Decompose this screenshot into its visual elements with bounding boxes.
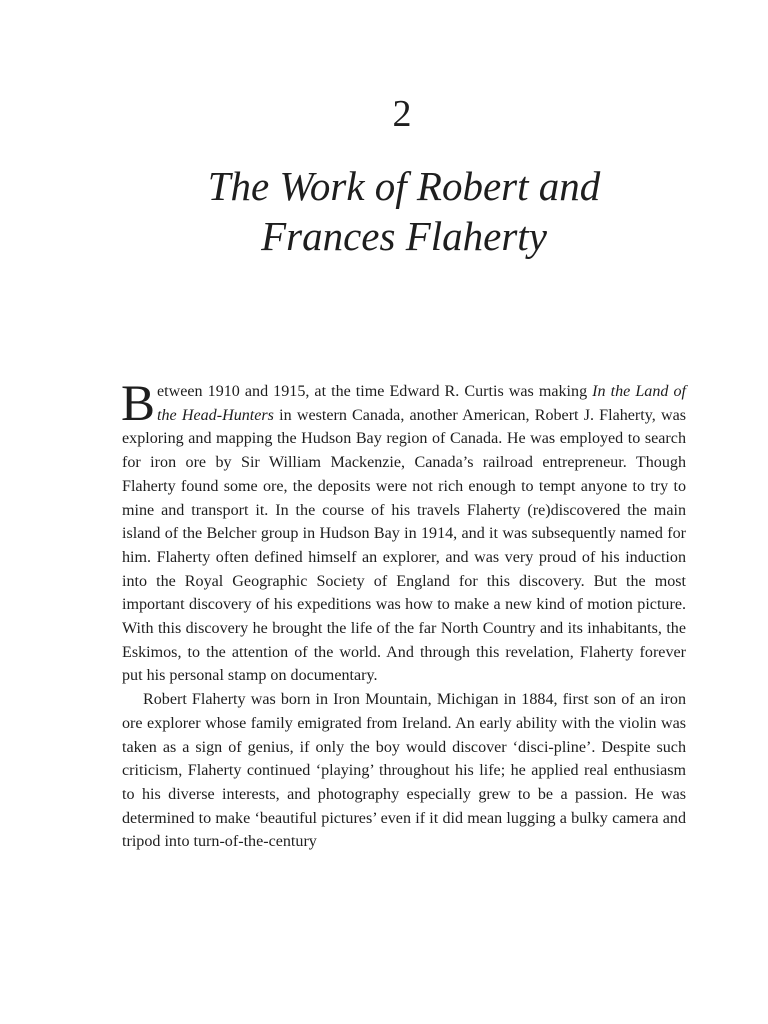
paragraph-1 bbox=[121, 376, 686, 688]
paragraph-2: Robert Flaherty was born in Iron Mountain, Michigan in 1884, first son of an iron ore explorer whose family emigrated from Ireland. An early ability with the violin was taken as a sign of genius, if only the boy would discover ‘disci-pline’. Despite such criticism, Flaherty continued ‘playing’ throughout his life; he applied real enthusiasm to his diverse interests, and photography especially grew to be a passion. He was determined to make ‘beautiful pictures’ even if it did mean lugging a bulky camera and tripod into turn-of-the-century bbox=[122, 691, 686, 851]
film-title: In the Land of the Head-Hunters bbox=[157, 383, 686, 424]
paragraph-1-part-2: in western Canada, another American, Robert J. Flaherty, was exploring and mapping the Hudson Bay region of Canada. He was employed to search for iron ore by Sir William Mackenzie, Canada’s railroad entrepreneur. Though Flaherty found some ore, the deposits were not rich enough to tempt anyone to try to mine and transport it. In the course of his travels Flaherty (re)discovered the main island of the Belcher group in Hudson Bay in 1914, and it was subsequently named for him. Flaherty often defined himself an explorer, and was very proud of his induction into the Royal Geographic Society of England for this discovery. But the most important discovery of his expeditions was how to make a new kind of motion picture. With this discovery he brought the life of the far North Country and its inhabitants, the Eskimos, to the attention of the world. And through this revelation, Flaherty forever put his personal stamp on documentary. bbox=[122, 406, 686, 685]
chapter-title bbox=[0, 161, 768, 261]
chapter-number: 2 bbox=[392, 93, 412, 135]
body-text bbox=[121, 376, 686, 854]
drop-cap: B bbox=[121, 376, 156, 432]
paragraph-1-part-1: etween 1910 and 1915, at the time Edward R. Curtis was making bbox=[157, 383, 593, 400]
chapter-title-line-1: The Work of Robert and bbox=[207, 163, 601, 209]
chapter-title-line-2: Frances Flaherty bbox=[261, 213, 547, 259]
